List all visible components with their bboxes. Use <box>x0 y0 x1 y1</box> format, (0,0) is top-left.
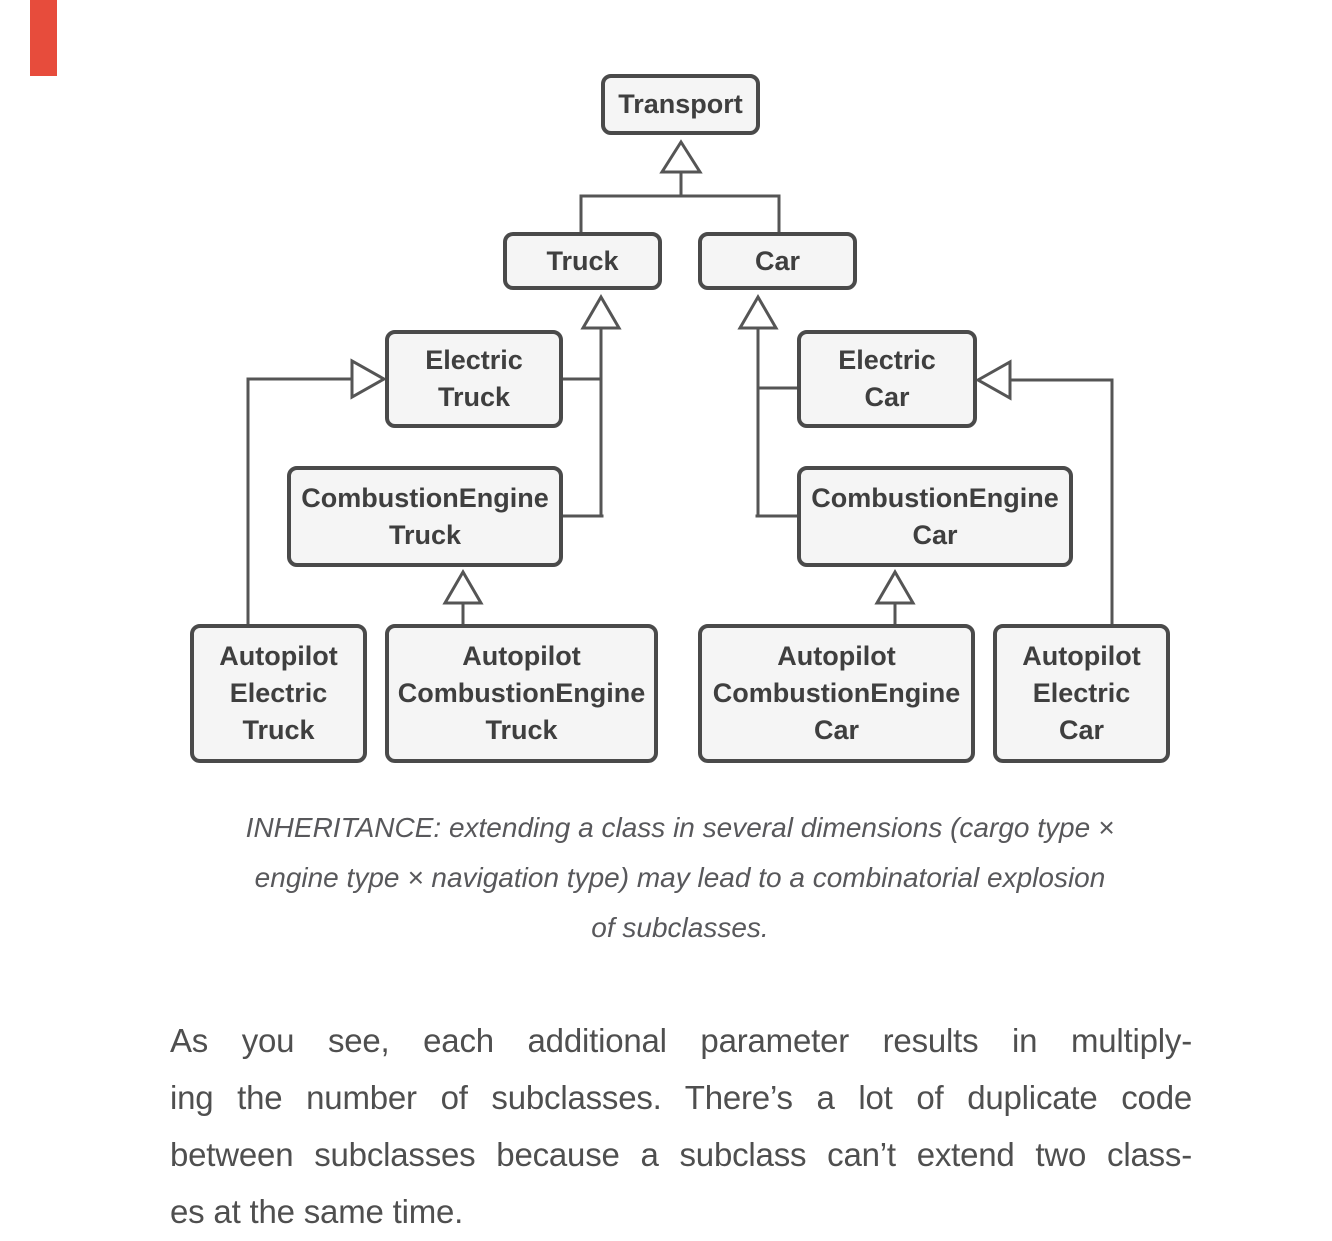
body-line: ing the number of subclasses. There’s a lot of duplicate code <box>170 1079 1192 1116</box>
body-line: es at the same time. <box>170 1193 464 1230</box>
class-label: Car <box>813 715 860 745</box>
body-line: between subclasses because a subclass can’t extend two class- <box>170 1136 1192 1173</box>
class-label: Transport <box>618 89 743 119</box>
class-label: Electric <box>1032 678 1131 708</box>
caption-line: INHERITANCE: extending a class in several dimensions (cargo type × <box>245 812 1115 843</box>
class-label: Autopilot <box>1022 641 1141 671</box>
class-box-autopilot-electric-truck <box>190 624 367 763</box>
class-label: Autopilot <box>219 641 338 671</box>
class-box-electric-truck <box>385 330 563 428</box>
class-box-autopilot-electric-car <box>993 624 1170 763</box>
class-label: Electric <box>838 345 936 375</box>
class-box-autopilot-combustion-engine-truck <box>385 624 658 763</box>
generalization-arrow-electric-car <box>978 362 1010 398</box>
figure-caption <box>170 803 1190 953</box>
class-label: Autopilot <box>777 641 896 671</box>
caption-line: of subclasses. <box>591 912 769 943</box>
class-label: CombustionEngine <box>712 678 961 708</box>
class-label: Car <box>1058 715 1105 745</box>
class-label: Electric <box>425 345 523 375</box>
generalization-arrow-transport <box>662 142 700 172</box>
class-label: CombustionEngine <box>811 482 1059 513</box>
generalization-arrow-car <box>740 297 776 328</box>
class-box-combustion-engine-car <box>797 466 1073 567</box>
body-line: As you see, each additional parameter results in multiply- <box>170 1022 1192 1059</box>
caption-line: engine type × navigation type) may lead to a combinatorial explosion <box>254 862 1106 893</box>
class-label: Car <box>912 519 958 550</box>
class-label: Truck <box>388 519 462 550</box>
class-label: Truck <box>242 715 315 745</box>
class-box-truck <box>503 232 662 290</box>
class-label: CombustionEngine <box>397 678 646 708</box>
generalization-arrow-combustion-car <box>877 572 913 603</box>
class-label: CombustionEngine <box>301 482 549 513</box>
class-box-combustion-engine-truck <box>287 466 563 567</box>
class-label: Truck <box>437 382 511 412</box>
class-box-transport <box>601 74 760 135</box>
class-label: Truck <box>546 245 619 276</box>
class-box-autopilot-combustion-engine-car <box>698 624 975 763</box>
generalization-arrow-combustion-truck <box>445 572 481 603</box>
generalization-arrow-electric-truck <box>352 361 384 397</box>
generalization-arrow-truck <box>583 297 619 328</box>
class-label: Truck <box>485 715 558 745</box>
class-box-electric-car <box>797 330 977 428</box>
class-box-car <box>698 232 857 290</box>
class-label: Electric <box>229 678 328 708</box>
body-paragraph <box>170 1012 1192 1240</box>
class-label: Car <box>864 382 910 412</box>
class-label: Car <box>754 245 801 276</box>
class-label: Autopilot <box>462 641 581 671</box>
connector-truck-car-split <box>581 196 779 233</box>
